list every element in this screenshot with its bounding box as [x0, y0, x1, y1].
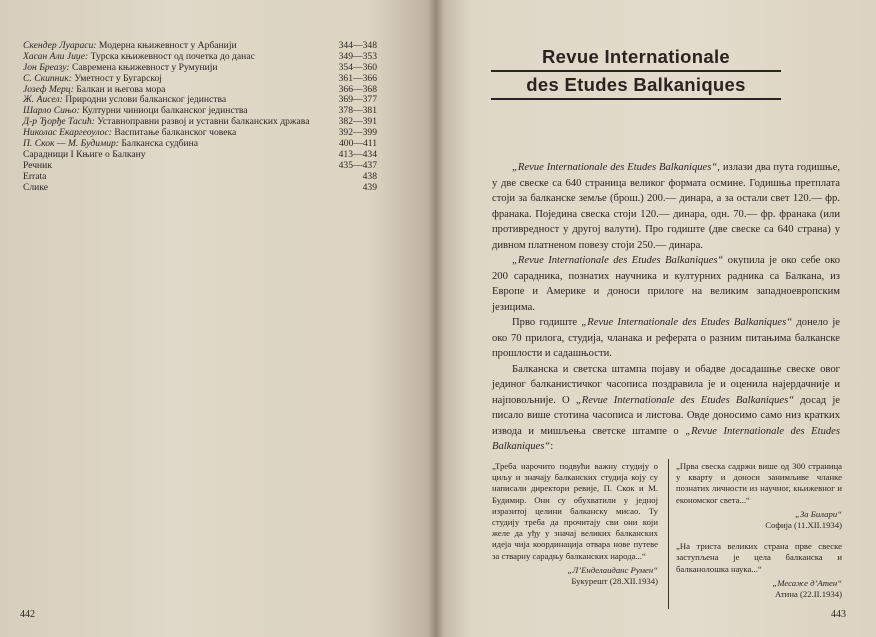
- toc-entry: [23, 172, 377, 183]
- paragraph-text: :: [550, 441, 554, 452]
- quote-source: „Л’Енделаиданс Румен“: [567, 564, 658, 575]
- column-divider: [668, 459, 669, 609]
- paragraph-text: окупила је око себе око 200 сарадника, познатих научника и културних радника са Балкана, из Европе и Америке и доноси прилоге на великим западноевропским језицима.: [492, 255, 840, 313]
- toc-author: П. Скок — М. Будимир:: [23, 138, 119, 150]
- toc-title: Уставноправни развој и уставни балканских држава: [97, 116, 310, 128]
- toc-author: Хасан Али Јиџе:: [23, 50, 89, 62]
- toc-page-range: 344—348: [338, 40, 377, 51]
- toc-title: Уметност у Бугарској: [74, 72, 162, 84]
- page-number-left: 442: [20, 609, 35, 620]
- toc-page-range: 400—411: [338, 138, 377, 150]
- toc-title: Турска књижевност од почетка до данас: [90, 50, 255, 62]
- toc-author: Скендер Луараси:: [23, 40, 97, 51]
- toc-entry: [23, 150, 377, 161]
- toc-title: Балкан и његова мора: [76, 83, 166, 95]
- toc-author: Шарло Сињо:: [23, 105, 80, 117]
- toc-entry: [23, 161, 377, 172]
- toc-title: Errata: [23, 170, 47, 182]
- body-text: [492, 160, 840, 455]
- page-number-right: 443: [831, 609, 846, 620]
- right-page: [435, 0, 876, 637]
- book-gutter: [428, 0, 444, 637]
- toc-title: Модерна књижевност у Арбанији: [98, 40, 237, 51]
- toc-page-range: 378—381: [338, 105, 377, 117]
- paragraph-text: донело је око 70 прилога, студија, чланака и реферата о разним питањима балканске прошлости и садашњости.: [492, 317, 840, 359]
- toc-author: С. Скипник:: [23, 72, 72, 84]
- body-paragraph: [492, 315, 840, 362]
- toc-page-range: 413—434: [338, 148, 377, 160]
- toc-author: Ж. Аисел:: [23, 94, 63, 106]
- journal-name-italic: „Revue Internationale des Etudes Balkaniques“: [581, 317, 793, 328]
- body-paragraph: [492, 253, 840, 315]
- quote-text: „На триста великих страна прве свеске заступљена је цела балканска и балканолошка наука...“: [676, 541, 842, 574]
- toc-page-range: 438: [362, 170, 377, 182]
- toc-title: Речник: [23, 159, 52, 171]
- paragraph-text: Прво годиште: [512, 317, 582, 328]
- toc-title: Природни услови балканског јединства: [65, 94, 227, 106]
- toc-page-range: 354—360: [338, 61, 377, 73]
- paragraph-text: , излази два пута годишње, у две свеске са 640 страница великог формата осмине. Годишња претплата стоји за балканске земље (брош.) 200.— динара, а за остали свет 120.— фр. франака. Појединa свеска стоји 120.— динара, одн. 70.— фр. франака (или противредност у другој валути). Про годиште (две свеске са 640 страна) у дивном платненом повезу стоји 250.— динара.: [492, 162, 840, 251]
- paragraph-text: досад је писало више стотина часописа и листова. Овде доносимо само низ кратких извода и мишљења светске штампе о: [492, 394, 840, 437]
- quote-text: „Прва свеска садржи више од 300 страница у кварту и доноси занимљиве чланке познатих личности из научног, књижевног и економског света...“: [676, 461, 842, 505]
- toc-title: Сарадници I Књиге о Балкану: [23, 148, 146, 160]
- toc-page-range: 439: [362, 181, 377, 193]
- quote-place-date: Букурешт (28.XII.1934): [571, 576, 658, 587]
- body-paragraph: [492, 362, 840, 455]
- paragraph-text: Балканска и светска штампа појаву и обадве досадашње свеске овог јединог балканистичког часописа поздравила је и оценила најердачније и најповољније. О: [492, 363, 840, 406]
- body-paragraph: [492, 160, 840, 253]
- journal-name-italic: „Revue Internationale des Etudes Balkaniques“: [492, 425, 840, 452]
- table-of-contents: [23, 41, 377, 193]
- quote-source: „За Билари“: [795, 508, 842, 519]
- quote-text: „Треба нарочито подвући важну студију о циљу и значају балканских студија коју су написали директори ревије, П. Скок и М. Будимир. Они су обухватили у једној изразитој целини балканску мисао. Ту студију треба да прочитају сви они који желе да уђу у значај великих балканских идеја чија координација отвара нове путеве за стварну сарадњу балканских народа...“: [492, 461, 658, 561]
- toc-author: Јозеф Мерц:: [23, 83, 74, 95]
- toc-page-range: 366—368: [338, 83, 377, 95]
- quote-column-right: [676, 461, 842, 600]
- quote-place-date: Софија (11.XII.1934): [765, 520, 842, 531]
- journal-title-line-2: des Etudes Balkaniques: [491, 72, 781, 100]
- toc-title: Балканска судбина: [121, 138, 198, 150]
- quote-place-date: Атина (22.II.1934): [775, 589, 842, 600]
- journal-name-italic: „Revue Internationale des Etudes Balkaniques“: [512, 255, 724, 266]
- toc-title: Слике: [23, 181, 49, 193]
- toc-page-range: 382—391: [338, 116, 377, 128]
- toc-page-range: 361—366: [338, 72, 377, 84]
- toc-author: Николас Екаргеоулос:: [23, 127, 112, 139]
- journal-name-italic: „Revue Internationale des Etudes Balkaniques“: [512, 162, 718, 173]
- toc-title: Васпитање балканског човека: [114, 127, 237, 139]
- journal-title-line-1: Revue Internationale: [491, 44, 781, 72]
- toc-page-range: 369—377: [338, 94, 377, 106]
- left-page: [0, 0, 435, 637]
- journal-title: [491, 44, 781, 100]
- toc-title: Културни чиниоци балканског јединства: [82, 105, 248, 117]
- toc-page-range: 435—437: [338, 159, 377, 171]
- toc-page-range: 392—399: [338, 127, 377, 139]
- toc-page-range: 349—353: [338, 50, 377, 62]
- press-quotes: [492, 461, 847, 611]
- journal-name-italic: „Revue Internationale des Etudes Balkaniques“: [575, 394, 795, 406]
- toc-entry: [23, 183, 377, 194]
- quote-column-left: [492, 461, 658, 587]
- toc-author: Д-р Ђорђе Тасић:: [23, 116, 95, 128]
- quote-source: „Месаже д’Атен“: [772, 577, 842, 588]
- toc-author: Јон Бреазу:: [23, 61, 70, 73]
- toc-title: Савремена књижевност у Румунији: [72, 61, 218, 73]
